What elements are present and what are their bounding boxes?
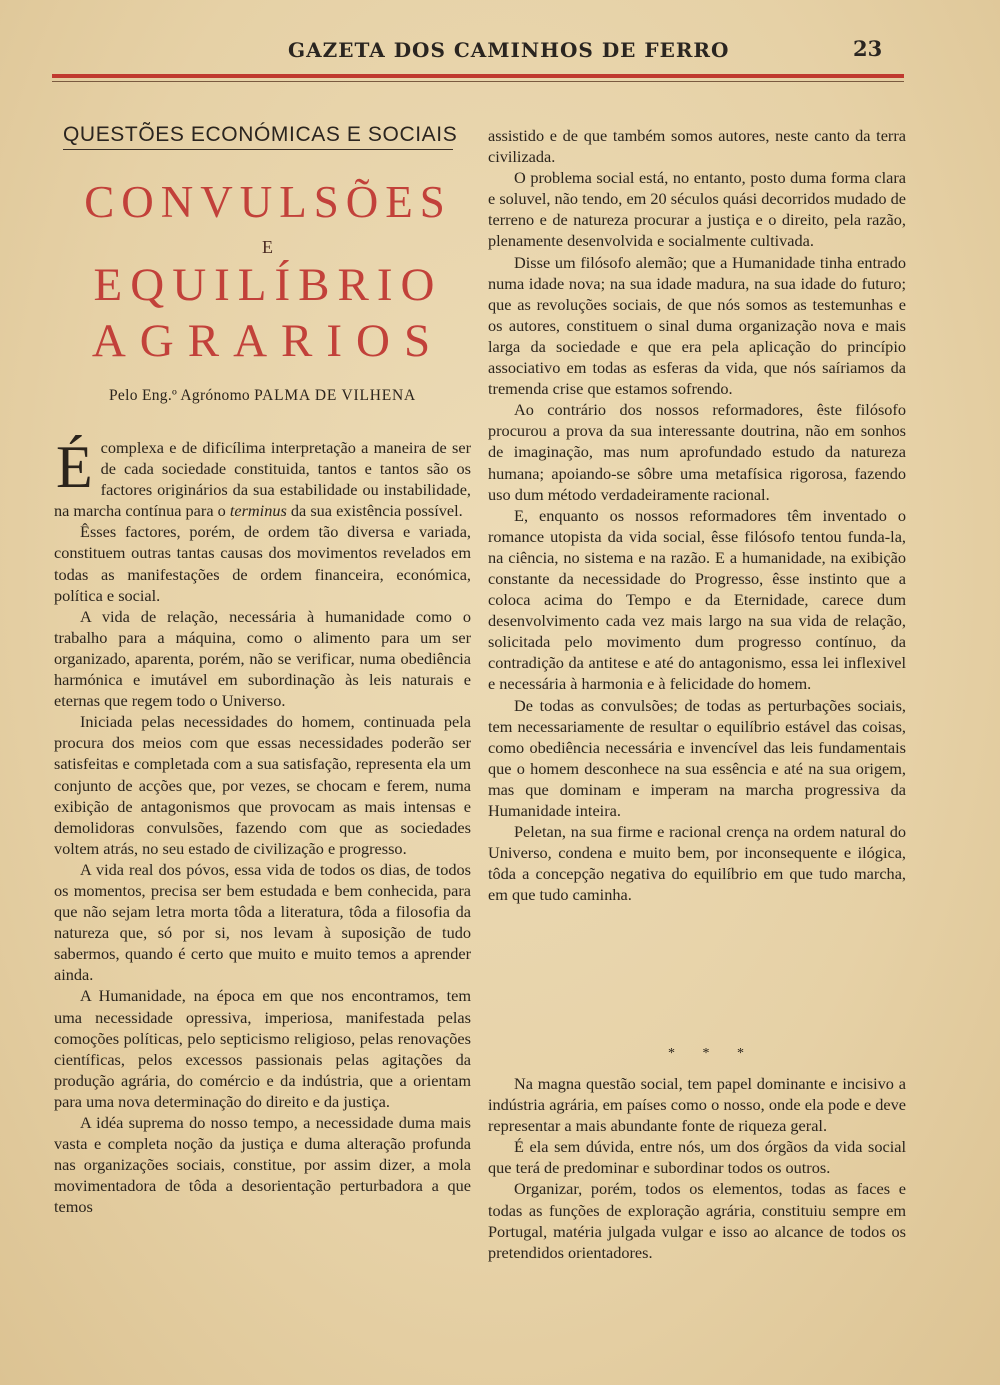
paragraph: Na magna questão social, tem papel dominante e incisivo a indústria agrária, em países como o nosso, onde ela pode e deve representar a mais abundante fonte de riqueza geral.	[488, 1074, 906, 1136]
section-separator: * * *	[668, 1046, 756, 1061]
paragraph: assistido e de que também somos autores, neste canto da terra civilizada.	[488, 126, 906, 167]
running-head	[0, 34, 1000, 64]
headline-line-1: CONVULSÕES	[84, 177, 452, 227]
byline	[60, 387, 465, 405]
header-thin-rule	[52, 81, 904, 82]
right-column-bottom	[488, 1073, 906, 1263]
byline-author: PALMA DE VILHENA	[254, 387, 416, 404]
drop-cap: É	[56, 434, 93, 500]
page-number: 23	[853, 36, 883, 61]
paragraph: A Humanidade, na época em que nos encontramos, tem uma necessidade opressiva, imperiosa, manifestada pelas comoções políticas, pelo septicismo religioso, pelas renovações científicas, pelos excessos passionais pelas agitações da produção agrária, do comércio e da indústria, que a orientam para uma nova determinação do direito e da justiça.	[54, 986, 471, 1111]
paragraph: É ela sem dúvida, entre nós, um dos órgãos da vida social que terá de predominar e subordinar todos os outros.	[488, 1137, 906, 1178]
paragraph: Peletan, na sua firme e racional crença na ordem natural do Universo, condena e muito bem, por inconsequente e ilógica, tôda a concepção negativa do equilíbrio em que tudo marcha, em que tudo caminha.	[488, 822, 906, 905]
paragraph	[54, 434, 471, 521]
italic-term: terminus	[229, 501, 287, 521]
paragraph-text: complexa e de dificílima interpretação a maneira de ser de cada sociedade constituida, tantos e tantos são os factores originários da sua estabilidade ou instabilidade, na marcha contínua para o	[54, 438, 471, 521]
paragraph: Iniciada pelas necessidades do homem, continuada pela procura dos meios com que essas necessidades poderão ser satisfeitas e completada com a sua satisfação, representa ela um conjunto de acções que, por vezes, se chocam e ferem, numa exibição de antagonismos que provocam as mais intensas e demolidoras convulsões, fazendo com que as sociedades voltem atrás, no seu estado de civilização e progresso.	[54, 712, 471, 858]
paragraph: A vida real dos póvos, essa vida de todos os dias, de todos os momentos, precisa ser bem estudada e bem conhecida, para que não sejam letra morta tôda a literatura, tôda a filosofia da natureza que, só por si, nos levam à suposição de tudo sabermos, quando é certo que muito e muito temos a aprender ainda.	[54, 859, 471, 985]
paragraph: E, enquanto os nossos reformadores têm inventado o romance utopista da vida social, êsse filósofo tentou funda-la, na ciência, no sistema e na razão. E a humanidade, na exibição constante da necessidade do Progresso, êsse instinto que a coloca acima do Tempo e da Eternidade, carece dum desenvolvimento cada vez mais largo na sua vida de relação, solicitada pelo movimento dum progresso contínuo, da contradição da antitese e até do antagonismo, essa lei inflexivel e necessária à harmonia e à felicidade do homem.	[488, 505, 906, 694]
paragraph: Êsses factores, porém, de ordem tão diversa e variada, constituem outras tantas causas dos movimentos revelados em todas as manifestações de ordem financeira, económica, política e social.	[54, 522, 471, 605]
paragraph: Ao contrário dos nossos reformadores, êste filósofo procurou a prova da sua interessante doutrina, não em sonhos de imaginação, mas num aprofundado estudo da natureza humana; apoiando-se sôbre uma metafísica rigorosa, fazendo uso dum método verdadeiramente racional.	[488, 400, 906, 504]
journal-title: GAZETA DOS CAMINHOS DE FERRO	[288, 38, 730, 62]
headline-line-2: EQUILÍBRIO	[93, 259, 443, 311]
paragraph: A idéa suprema do nosso tempo, a necessidade duma mais vasta e completa noção da justiça e duma alteração profunda nas organizações sociais, constitue, por assim dizer, a mola movimentadora de tôda a desorientação perturbadora a que temos	[54, 1113, 471, 1217]
paragraph-text: da sua existência possível.	[286, 501, 463, 521]
paragraph: O problema social está, no entanto, posto duma forma clara e soluvel, não tendo, em 20 séculos quási decorridos mudado de terreno e de natureza procurar a justiça e o direito, pela razão, plenamente desenvolvida e socialmente cultivada.	[488, 168, 906, 251]
right-column-top	[488, 125, 906, 905]
headline-line-3: AGRARIOS	[91, 315, 445, 367]
paragraph: A vida de relação, necessária à humanidade como o trabalho para a máquina, como o alimento para um ser organizado, aparenta, porém, não se verificar, numa obediência harmónica e imutável em subordinação às leis naturais e eternas que regem todo o Universo.	[54, 606, 471, 711]
section-heading: QUESTÕES ECONÓMICAS E SOCIAIS	[63, 123, 453, 150]
header-red-rule	[52, 74, 904, 78]
paragraph: Disse um filósofo alemão; que a Humanidade tinha entrado numa idade nova; na sua idade madura, na sua idade do futuro; que as revoluções sociais, de que nós somos as testemunhas e os autores, constituem o sinal duma organização nova e mais larga da sociedade e que era pela aplicação do princípio associativo em todas as esferas da vida, que nós saíriamos da tremenda crise que estamos sofrendo.	[488, 252, 906, 399]
paragraph: De todas as convulsões; de todas as perturbações sociais, tem necessariamente de resultar o equilíbrio estável das coisas, como obediência necessária e invencível das leis fundamentais que o homem desconhece na sua essência e até na sua origem, mas que dominam e imperam na marcha progressiva da Humanidade inteira.	[488, 695, 906, 820]
left-column	[54, 434, 471, 1217]
headline-conjunction: E	[262, 237, 274, 257]
paragraph: Organizar, porém, todos os elementos, todas as faces e todas as funções de exploração agrária, constituiu sempre em Portugal, matéria julgada vulgar e isso ao alcance de todos os pretendidos orientadores.	[488, 1179, 906, 1262]
byline-prefix: Pelo Eng.º Agrónomo	[109, 387, 250, 404]
